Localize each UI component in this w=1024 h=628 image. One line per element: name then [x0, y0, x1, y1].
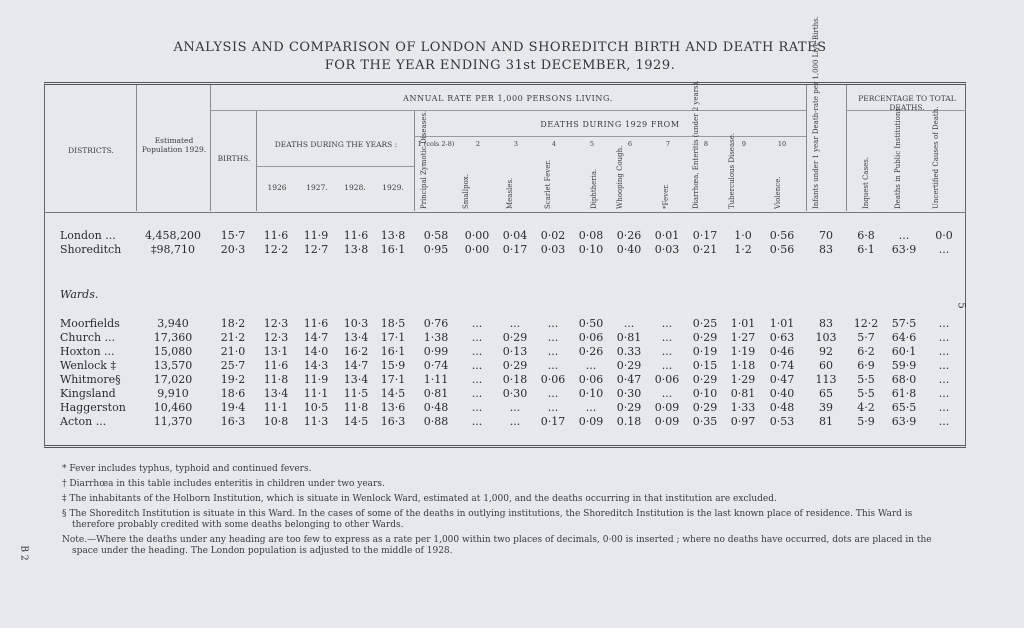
table-cell: 0·17 — [502, 243, 528, 256]
table-cell: 1·33 — [730, 401, 756, 414]
table-cell: 0·47 — [769, 373, 795, 386]
table-cell: 1·11 — [423, 373, 449, 386]
table-cell: 0·29 — [692, 373, 718, 386]
deaths-years-header: DEATHS DURING THE YEARS : — [274, 140, 398, 149]
table-cell: 0·03 — [654, 243, 680, 256]
table-cell: 0·48 — [769, 401, 795, 414]
table-cell: 16·1 — [380, 345, 406, 358]
table-cell: 39 — [819, 401, 833, 414]
table-cell: ... — [898, 229, 910, 242]
table-cell: 9,910 — [157, 387, 189, 400]
table-cell: 5·7 — [857, 331, 875, 344]
table-cell: 83 — [819, 317, 833, 330]
table-cell: 0·10 — [578, 243, 604, 256]
table-cell: 0·40 — [616, 243, 642, 256]
table-cell: 12·2 — [853, 317, 879, 330]
table-cell: 13·4 — [263, 387, 289, 400]
table-cell: 64·6 — [891, 331, 917, 344]
table-cell: ... — [547, 401, 559, 414]
title-line-2: FOR THE YEAR ENDING 31st DECEMBER, 1929. — [324, 58, 676, 73]
table-cell: 13·8 — [380, 229, 406, 242]
district-name: Kingsland — [60, 387, 116, 400]
district-name: Moorfields — [60, 317, 120, 330]
table-cell: 0.33 — [616, 345, 642, 358]
table-cell: ... — [661, 387, 673, 400]
table-cell: 6·2 — [857, 345, 875, 358]
table-cell: 11·6 — [263, 359, 289, 372]
district-name: Whitmore§ — [60, 373, 121, 386]
table-cell: 92 — [819, 345, 833, 358]
table-cell: 65·5 — [891, 401, 917, 414]
table-cell: 0·47 — [616, 373, 642, 386]
cause-tuberculous-label: Tuberculous Disease. — [728, 132, 736, 209]
table-cell: 0·46 — [769, 345, 795, 358]
table-cell: 0·88 — [423, 415, 449, 428]
col-number: 8 — [703, 140, 709, 148]
table-cell: ... — [938, 401, 950, 414]
table-cell: ... — [471, 387, 483, 400]
table-cell: 68·0 — [891, 373, 917, 386]
table-cell: 0·95 — [423, 243, 449, 256]
table-cell: ... — [938, 345, 950, 358]
table-cell: 12·3 — [263, 317, 289, 330]
table-cell: 21·2 — [220, 331, 246, 344]
col-number: 5 — [589, 140, 595, 148]
table-cell: ... — [547, 387, 559, 400]
infants-header: Infants under 1 year Death-rate per 1,000 Live-Births. — [812, 16, 820, 209]
header-rule — [256, 166, 414, 167]
header-divider — [44, 212, 966, 213]
table-cell: 0·19 — [692, 345, 718, 358]
table-cell: 16·3 — [380, 415, 406, 428]
col-number: 1 (cols 2-8) — [417, 140, 455, 148]
table-cell: 14·5 — [343, 415, 369, 428]
table-cell: 19·2 — [220, 373, 246, 386]
cause-violence-label: Violence. — [774, 176, 782, 209]
table-cell: 0·02 — [540, 229, 566, 242]
table-row — [44, 387, 966, 401]
pct-public-institutions-label: Deaths in Public Institutions. — [894, 105, 902, 209]
table-cell: 1·18 — [730, 359, 756, 372]
table-cell: 0·06 — [654, 373, 680, 386]
table-cell: 16·1 — [380, 243, 406, 256]
table-cell: 15,080 — [153, 345, 193, 358]
footnote: ‡ The inhabitants of the Holborn Institution, which is situate in Wenlock Ward, estimated at 1,000, and the deaths occurring in that institution are excluded. — [62, 494, 777, 504]
table-cell: 11·6 — [263, 229, 289, 242]
table-cell: 15·7 — [220, 229, 246, 242]
table-cell: 5·5 — [857, 387, 875, 400]
table-cell: 0·63 — [769, 331, 795, 344]
table-cell: 0·35 — [692, 415, 718, 428]
table-cell: 11·1 — [263, 401, 289, 414]
table-cell: 0·29 — [502, 331, 528, 344]
page-number: 5 — [955, 302, 967, 309]
table-cell: 63·9 — [891, 243, 917, 256]
table-cell: 0·74 — [769, 359, 795, 372]
table-cell: 0·08 — [578, 229, 604, 242]
table-cell: 0·0 — [935, 229, 953, 242]
pct-inquest-label: Inquest Cases. — [862, 156, 870, 209]
col-number: 4 — [551, 140, 557, 148]
table-cell: 25·7 — [220, 359, 246, 372]
table-cell: 0·48 — [423, 401, 449, 414]
table-cell: 16·3 — [220, 415, 246, 428]
table-cell: ... — [471, 331, 483, 344]
table-cell: 14·5 — [380, 387, 406, 400]
table-cell: 11·1 — [303, 387, 329, 400]
district-name: Wenlock ‡ — [60, 359, 116, 372]
table-cell: 57·5 — [891, 317, 917, 330]
table-cell: 0·99 — [423, 345, 449, 358]
col-number: 10 — [777, 140, 787, 148]
table-cell: 3,940 — [157, 317, 189, 330]
table-cell: 16·2 — [343, 345, 369, 358]
district-name: London ... — [60, 229, 116, 242]
table-row — [44, 229, 966, 243]
table-cell: 4·2 — [857, 401, 875, 414]
table-cell: 0·00 — [464, 229, 490, 242]
table-cell: 11·3 — [303, 415, 329, 428]
footnote: § The Shoreditch Institution is situate in this Ward. In the cases of some of the deaths in outlying institutions, the Shoreditch Institution is the last known place of residence. This Ward is therefore probably credited with some deaths belonging to other Wards. — [62, 509, 913, 530]
col-number: 7 — [665, 140, 671, 148]
district-name: Acton ... — [60, 415, 107, 428]
table-cell: 20·3 — [220, 243, 246, 256]
table-cell: 0·40 — [769, 387, 795, 400]
districts-header: DISTRICTS. — [68, 146, 114, 155]
col-number: 9 — [741, 140, 747, 148]
table-cell: 0·74 — [423, 359, 449, 372]
table-cell: 0·09 — [578, 415, 604, 428]
table-cell: 0·29 — [616, 359, 642, 372]
table-cell: ... — [471, 317, 483, 330]
table-cell: 0·13 — [502, 345, 528, 358]
table-cell: 11·9 — [303, 229, 329, 242]
table-cell: ... — [547, 359, 559, 372]
cause-diarrhoea-label: Diarrhœa, Enteritis (under 2 years). — [692, 80, 700, 209]
table-cell: 0·26 — [578, 345, 604, 358]
col-divider — [414, 110, 415, 211]
table-cell: 0·06 — [578, 331, 604, 344]
col-divider — [210, 85, 211, 211]
table-cell: 11·8 — [343, 401, 369, 414]
table-cell: 18·2 — [220, 317, 246, 330]
table-cell: 10·5 — [303, 401, 329, 414]
table-cell: ... — [509, 401, 521, 414]
footnote: Note.—Where the deaths under any heading are too few to express as a rate per 1,000 within two places of decimals, 0·00 is inserted ; where no deaths have occurred, dots are placed in the space under the heading. The London population is adjusted to the middle of 1928. — [62, 535, 932, 556]
table-cell: 11·5 — [343, 387, 369, 400]
table-cell: 0·56 — [769, 229, 795, 242]
table-cell: 14·7 — [343, 359, 369, 372]
table-cell: 10,460 — [153, 401, 193, 414]
table-cell: ... — [661, 345, 673, 358]
table-cell: ‡98,710 — [151, 243, 195, 256]
table-cell: 0·76 — [423, 317, 449, 330]
wards-heading: Wards. — [60, 288, 99, 301]
annual-rate-header: ANNUAL RATE PER 1,000 PERSONS LIVING. — [403, 94, 613, 103]
table-cell: 60 — [819, 359, 833, 372]
table-cell: 1·38 — [423, 331, 449, 344]
col-number: 2 — [475, 140, 481, 148]
table-cell: 1·19 — [730, 345, 756, 358]
table-cell: 65 — [819, 387, 833, 400]
table-cell: 0·56 — [769, 243, 795, 256]
table-cell: ... — [938, 317, 950, 330]
table-cell: 10·8 — [263, 415, 289, 428]
table-cell: 17,360 — [153, 331, 193, 344]
table-cell: 5·5 — [857, 373, 875, 386]
table-cell: 17,020 — [153, 373, 193, 386]
table-cell: 12·2 — [263, 243, 289, 256]
table-cell: 6·8 — [857, 229, 875, 242]
table-cell: 18·6 — [220, 387, 246, 400]
table-cell: 21·0 — [220, 345, 246, 358]
table-row — [44, 401, 966, 415]
table-cell: 0·17 — [692, 229, 718, 242]
table-cell: 11·9 — [303, 373, 329, 386]
table-cell: ... — [938, 373, 950, 386]
table-cell: 0·04 — [502, 229, 528, 242]
table-cell: 0·18 — [502, 373, 528, 386]
table-cell: ... — [938, 415, 950, 428]
year-1928: 1928. — [344, 183, 366, 192]
table-cell: 13,570 — [153, 359, 193, 372]
table-cell: 1·27 — [730, 331, 756, 344]
table-row — [44, 331, 966, 345]
table-cell: 83 — [819, 243, 833, 256]
table-cell: 0·06 — [540, 373, 566, 386]
table-row — [44, 415, 966, 429]
table-cell: 11·6 — [303, 317, 329, 330]
population-header: Estimated Population 1929. — [141, 136, 207, 154]
deaths-from-header: DEATHS DURING 1929 FROM — [540, 120, 680, 129]
cause-smallpox-label: Smallpox. — [462, 174, 470, 209]
table-cell: 14·7 — [303, 331, 329, 344]
district-name: Hoxton ... — [60, 345, 115, 358]
table-cell: 0·30 — [616, 387, 642, 400]
table-cell: ... — [547, 345, 559, 358]
table-cell: 103 — [815, 331, 837, 344]
cause-scarlet-fever-label: Scarlet Fever. — [544, 159, 552, 209]
table-cell: 0·53 — [769, 415, 795, 428]
col-number: 3 — [513, 140, 519, 148]
table-cell: 0·21 — [692, 243, 718, 256]
table-cell: ... — [471, 359, 483, 372]
table-cell: ... — [547, 317, 559, 330]
table-cell: 0·00 — [464, 243, 490, 256]
table-cell: 0·29 — [692, 331, 718, 344]
table-cell: 13·1 — [263, 345, 289, 358]
table-cell: 0·29 — [502, 359, 528, 372]
district-name: Shoreditch — [60, 243, 122, 256]
table-cell: 14·3 — [303, 359, 329, 372]
table-cell: ... — [661, 317, 673, 330]
table-cell: ... — [471, 401, 483, 414]
district-name: Church ... — [60, 331, 116, 344]
table-cell: 70 — [819, 229, 833, 242]
table-cell: 1·29 — [730, 373, 756, 386]
cause-diphtheria-label: Diphtheria. — [590, 168, 598, 209]
table-cell: 1·01 — [730, 317, 756, 330]
table-cell: ... — [938, 359, 950, 372]
table-cell: ... — [509, 317, 521, 330]
table-cell: 1·2 — [734, 243, 752, 256]
table-cell: 81 — [819, 415, 833, 428]
table-cell: ... — [938, 331, 950, 344]
table-cell: 0·03 — [540, 243, 566, 256]
table-cell: ... — [509, 415, 521, 428]
table-cell: ... — [661, 331, 673, 344]
table-cell: 14·0 — [303, 345, 329, 358]
footnote: * Fever includes typhus, typhoid and continued fevers. — [62, 464, 312, 474]
table-cell: 12·3 — [263, 331, 289, 344]
table-cell: ... — [585, 401, 597, 414]
table-cell: 19·4 — [220, 401, 246, 414]
table-cell: ... — [938, 243, 950, 256]
table-cell: 0·09 — [654, 401, 680, 414]
title-line-1: ANALYSIS AND COMPARISON OF LONDON AND SHOREDITCH BIRTH AND DEATH RATES — [173, 40, 827, 55]
table-row — [44, 345, 966, 359]
cause-fever-label: *Fever. — [662, 183, 670, 209]
col-divider — [256, 110, 257, 211]
cause-measles-label: Measles. — [506, 177, 514, 209]
table-cell: 11,370 — [153, 415, 193, 428]
table-cell: 0.18 — [616, 415, 642, 428]
table-cell: 0·17 — [540, 415, 566, 428]
table-cell: 0·26 — [616, 229, 642, 242]
pct-uncertified-label: Uncertified Causes of Death. — [932, 106, 940, 209]
table-cell: 6·9 — [857, 359, 875, 372]
table-cell: 63·9 — [891, 415, 917, 428]
table-cell: 113 — [815, 373, 837, 386]
footnote: † Diarrhœa in this table includes enteritis in children under two years. — [62, 479, 385, 489]
table-row — [44, 243, 966, 257]
table-cell: 0·30 — [502, 387, 528, 400]
table-cell: 0·10 — [578, 387, 604, 400]
table-cell: 0·25 — [692, 317, 718, 330]
table-cell: 0·97 — [730, 415, 756, 428]
table-cell: ... — [585, 359, 597, 372]
table-cell: 17·1 — [380, 331, 406, 344]
year-1927: 1927. — [306, 183, 328, 192]
table-cell: 0·01 — [654, 229, 680, 242]
table-cell: 59·9 — [891, 359, 917, 372]
table-row — [44, 317, 966, 331]
year-1926: 1926 — [267, 183, 287, 192]
cause-zymotic-label: Principal Zymotic Diseases. — [420, 110, 428, 209]
table-cell: 1·0 — [734, 229, 752, 242]
table-cell: 0·10 — [692, 387, 718, 400]
cause-whooping-cough-label: Whooping Cough. — [616, 145, 624, 209]
table-cell: 0·81 — [423, 387, 449, 400]
footnotes — [62, 464, 942, 561]
table-cell: 11·8 — [263, 373, 289, 386]
table-cell: 13·4 — [343, 331, 369, 344]
table-cell: 15·9 — [380, 359, 406, 372]
col-divider — [846, 85, 847, 211]
table-cell: 0·29 — [692, 401, 718, 414]
table-cell: 17·1 — [380, 373, 406, 386]
table-cell: 0·15 — [692, 359, 718, 372]
table-cell: 13·4 — [343, 373, 369, 386]
births-header: BIRTHS. — [217, 154, 251, 163]
table-cell: ... — [471, 345, 483, 358]
table-cell: 0·58 — [423, 229, 449, 242]
table-cell: 0·50 — [578, 317, 604, 330]
table-cell: 4,458,200 — [145, 229, 201, 242]
header-rule — [414, 136, 806, 137]
year-1929: 1929. — [382, 183, 404, 192]
table-cell: 10·3 — [343, 317, 369, 330]
table-cell: 61·8 — [891, 387, 917, 400]
table-cell: 60·1 — [891, 345, 917, 358]
table-cell: ... — [471, 415, 483, 428]
percentage-header: PERCENTAGE TO TOTAL DEATHS. — [858, 94, 956, 112]
table-cell: ... — [661, 359, 673, 372]
table-cell: ... — [623, 317, 635, 330]
table-cell: 18·5 — [380, 317, 406, 330]
table-cell: 6·1 — [857, 243, 875, 256]
table-cell: 0·81 — [730, 387, 756, 400]
table-cell: 0·09 — [654, 415, 680, 428]
table-cell: 12·7 — [303, 243, 329, 256]
table-cell: ... — [471, 373, 483, 386]
table-row — [44, 359, 966, 373]
table-cell: ... — [938, 387, 950, 400]
table-cell: 0·29 — [616, 401, 642, 414]
table-cell: 11·6 — [343, 229, 369, 242]
table-cell: 5·9 — [857, 415, 875, 428]
col-number: 6 — [627, 140, 633, 148]
table-cell: 0·81 — [616, 331, 642, 344]
district-name: Haggerston — [60, 401, 126, 414]
table-cell: ... — [547, 331, 559, 344]
table-cell: 0·06 — [578, 373, 604, 386]
col-divider — [806, 85, 807, 211]
col-divider — [136, 85, 137, 211]
header-rule — [210, 110, 806, 111]
table-cell: 1·01 — [769, 317, 795, 330]
table-cell: 13·8 — [343, 243, 369, 256]
table-cell: 13·6 — [380, 401, 406, 414]
signature-mark: B 2 — [18, 545, 29, 561]
table-row — [44, 373, 966, 387]
